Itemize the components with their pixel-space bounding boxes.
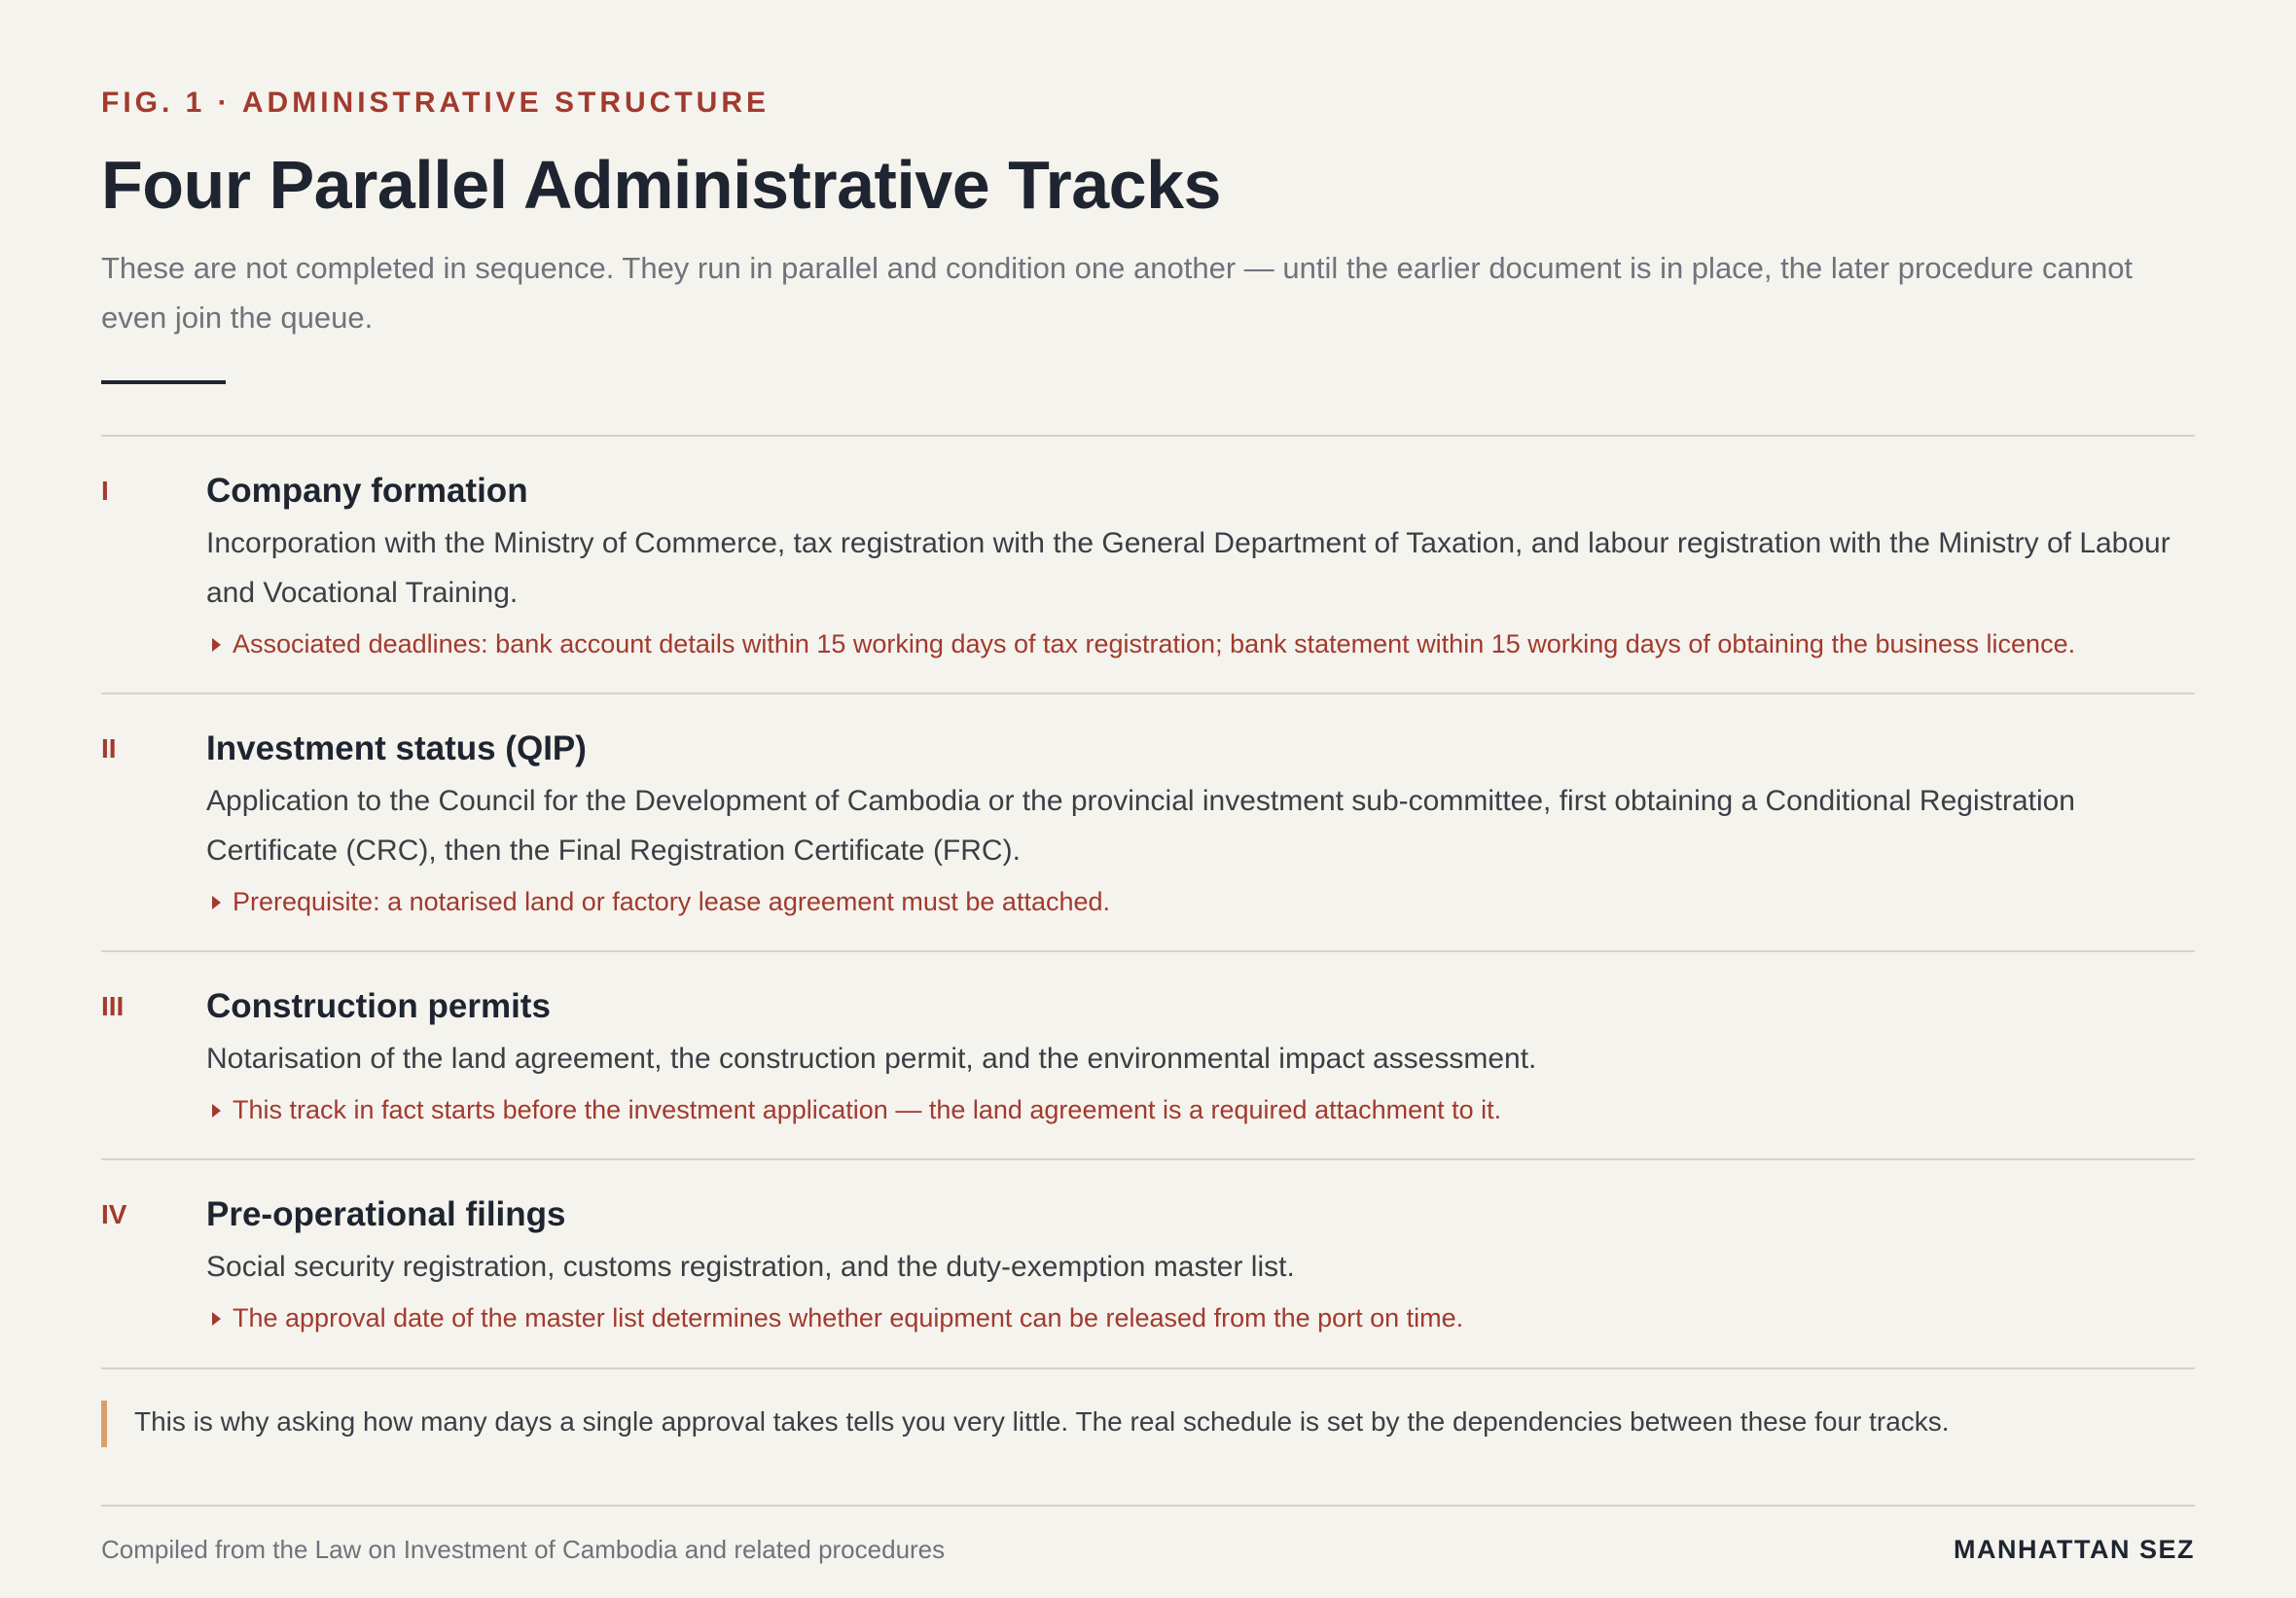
caret-right-icon [212, 1104, 221, 1118]
track-note [206, 1092, 2195, 1127]
footer-brand: MANHATTAN SEZ [1954, 1535, 2195, 1564]
track-numeral: II [101, 733, 117, 763]
caret-right-icon [212, 638, 221, 652]
divider [101, 435, 2195, 437]
title-accent-rule [101, 380, 226, 384]
track-description: Social security registration, customs registration, and the duty-exemption master list. [206, 1251, 1295, 1283]
track-description: Notarisation of the land agreement, the construction permit, and the environmental impact assessment. [206, 1043, 1537, 1075]
track-numeral: IV [101, 1199, 127, 1229]
callout-text: This is why asking how many days a single approval takes tells you very little. The real schedule is set by the dependencies between these four tracks. [134, 1406, 1950, 1437]
track-note [206, 626, 2195, 661]
track-title: Construction permits [206, 987, 551, 1025]
track-title: Investment status (QIP) [206, 729, 587, 767]
figure-eyebrow: FIG. 1 · ADMINISTRATIVE STRUCTURE [101, 87, 770, 119]
divider [101, 1367, 2195, 1369]
track-note [206, 884, 2195, 919]
track-note-text: This track in fact starts before the investment application — the land agreement is a required attachment to it. [233, 1095, 1502, 1124]
footer-source: Compiled from the Law on Investment of Cambodia and related procedures [101, 1535, 946, 1564]
caret-right-icon [212, 896, 221, 909]
track-title: Company formation [206, 472, 528, 510]
divider [101, 950, 2195, 952]
track-note-text: Associated deadlines: bank account details within 15 working days of tax registration; bank statement within 15 working days of obtaining the business licence. [233, 629, 2076, 658]
footer-divider [101, 1505, 2195, 1507]
track-numeral: I [101, 476, 109, 506]
track-note [206, 1300, 2195, 1335]
divider [101, 1158, 2195, 1160]
track-title: Pre-operational filings [206, 1195, 566, 1233]
figure-page [101, 0, 2195, 1598]
callout [101, 1399, 2195, 1447]
track-note-text: Prerequisite: a notarised land or factory lease agreement must be attached. [233, 887, 1111, 916]
track-description: Application to the Council for the Development of Cambodia or the provincial investment sub-committee, first obtaining a Conditional Registration Certificate (CRC), then the Final Registration Certificate (FRC). [206, 785, 2075, 867]
track-description: Incorporation with the Ministry of Commerce, tax registration with the General Department of Taxation, and labour registration with the Ministry of Labour and Vocational Training. [206, 527, 2170, 609]
divider [101, 692, 2195, 694]
track-numeral: III [101, 991, 125, 1021]
caret-right-icon [212, 1312, 221, 1326]
callout-accent-bar [101, 1401, 107, 1447]
page-subtitle: These are not completed in sequence. They run in parallel and condition one another — until the earlier document is in place, the later procedure cannot even join the queue. [101, 251, 2134, 335]
page-title: Four Parallel Administrative Tracks [101, 147, 1221, 223]
track-note-text: The approval date of the master list determines whether equipment can be released from the port on time. [233, 1303, 1464, 1332]
